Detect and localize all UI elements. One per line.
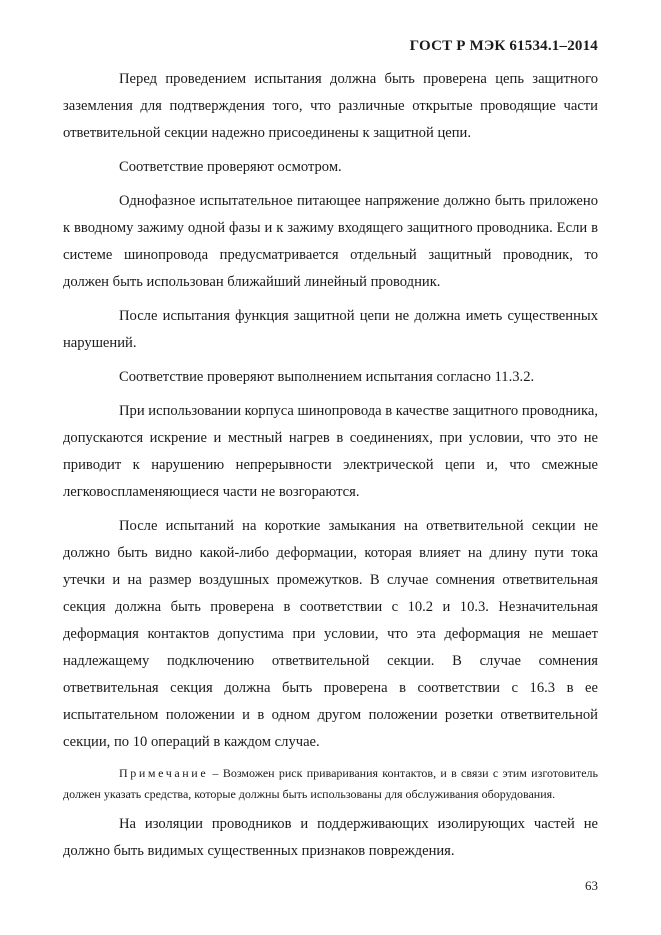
paragraph-compliance-inspection: Соответствие проверяют осмотром.	[119, 159, 342, 175]
note-label: Примечание	[119, 766, 209, 780]
page-number: 63	[585, 878, 598, 893]
paragraph-short-circuit: После испытаний на короткие замыкания на ответвительной секции не должно быть видно какой-либо деформации, которая влияет на длину пути тока утечки и на размер воздушных промежутков. В случае сомнения ответвительная секция должна быть проверена в соответствии с 10.2 и 10.3. Незначительная деформация контактов допустима при условии, что эта деформация не мешает надлежащему подключению ответвительной секции. В случае сомнения ответвительная секция должна быть проверена в соответствии с 16.3 в ее испытательном положении и в одном другом положении розетки ответвительной секции, по 10 операций в каждом случае.	[63, 518, 598, 750]
document-header: ГОСТ Р МЭК 61534.1–2014	[409, 38, 598, 54]
document-body	[63, 66, 598, 872]
paragraph-compliance-test: Соответствие проверяют выполнением испытания согласно 11.3.2.	[119, 369, 535, 385]
paragraph-enclosure-conductor: При использовании корпуса шинопровода в качестве защитного проводника, допускаются искрение и местный нагрев в соединениях, при условии, что это не приводит к нарушению непрерывности электрической цепи и, что смежные легковоспламеняющиеся части не возгораются.	[63, 403, 598, 500]
paragraph-after-test: После испытания функция защитной цепи не должна иметь существенных нарушений.	[63, 308, 598, 351]
note-text: – Возможен риск приваривания контактов, и в связи с этим изготовитель должен указать средства, которые должны быть использованы для обслуживания оборудования.	[63, 766, 598, 801]
paragraph-test-voltage: Однофазное испытательное питающее напряжение должно быть приложено к вводному зажиму одной фазы и к зажиму входящего защитного проводника. Если в системе шинопровода предусматривается отдельный защитный проводник, то должен быть использован ближайший линейный проводник.	[63, 193, 598, 290]
paragraph-protective-earthing: Перед проведением испытания должна быть проверена цепь защитного заземления для подтверждения того, что различные открытые проводящие части ответвительной секции надежно присоединены к защитной цепи.	[63, 71, 598, 141]
note	[63, 763, 598, 805]
paragraph-insulation: На изоляции проводников и поддерживающих изолирующих частей не должно быть видимых существенных признаков повреждения.	[63, 816, 598, 859]
